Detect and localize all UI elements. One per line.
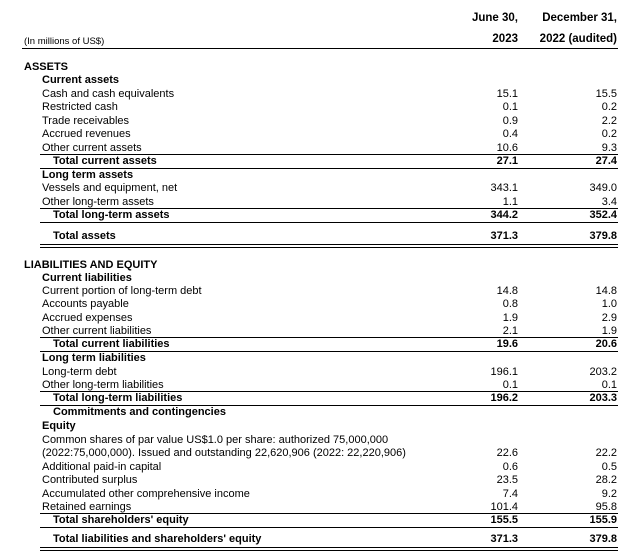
longterm-assets-heading: Long term assets [42, 169, 134, 181]
line-item-label: Other current liabilities [42, 325, 152, 337]
col-2023-header-line2: 2023 [492, 33, 518, 45]
line-item-value-2023: 101.4 [490, 501, 518, 513]
line-item-value-2022: 0.1 [601, 379, 617, 391]
line-item-value-2022: 0.2 [601, 128, 617, 140]
units-label: (In millions of US$) [24, 36, 105, 47]
line-item-value-2022: 203.2 [589, 366, 617, 378]
total-value-2022: 155.9 [589, 514, 617, 526]
line-item-value-2023: 1.1 [502, 196, 518, 208]
total-value-2023: 196.2 [490, 392, 518, 404]
line-item-label: Accrued revenues [42, 128, 131, 140]
col-2022-header-line1: December 31, [542, 12, 617, 24]
col-2023-header-line1: June 30, [471, 12, 518, 24]
total-value-2022: 203.3 [589, 392, 617, 404]
line-item-value-2023: 7.4 [502, 488, 518, 500]
common-shares-label-line2: (2022:75,000,000). Issued and outstanding 22,620,906 (2022: 22,220,906) [42, 447, 406, 459]
grand-total-value-2023: 371.3 [490, 533, 518, 545]
line-item-value-2022: 2.9 [601, 312, 617, 324]
common-shares-label-line1: Common shares of par value US$1.0 per share: authorized 75,000,000 [42, 434, 389, 446]
total-assets-value-2023: 371.3 [490, 230, 518, 242]
liabilities-title: LIABILITIES AND EQUITY [24, 259, 158, 271]
col-2022-header-line2: 2022 (audited) [539, 33, 617, 45]
line-item-label: Other current assets [42, 142, 142, 154]
line-item-value-2022: 349.0 [589, 182, 617, 194]
line-item-label: Vessels and equipment, net [42, 182, 178, 194]
line-item-label: Cash and cash equivalents [42, 88, 175, 100]
line-item-value-2022: 15.5 [595, 88, 617, 100]
common-shares-value-2023: 22.6 [496, 447, 518, 459]
line-item-value-2022: 2.2 [601, 115, 617, 127]
line-item-value-2022: 1.9 [601, 325, 617, 337]
line-item-value-2023: 23.5 [496, 474, 518, 486]
total-value-2022: 352.4 [589, 209, 617, 221]
grand-total-label: Total liabilities and shareholders' equity [53, 533, 262, 545]
line-item-value-2023: 10.6 [496, 142, 518, 154]
line-item-value-2023: 2.1 [502, 325, 518, 337]
line-item-label: Restricted cash [42, 101, 118, 113]
line-item-label: Long-term debt [42, 366, 117, 378]
line-item-value-2022: 28.2 [595, 474, 617, 486]
line-item-label: Retained earnings [42, 501, 132, 513]
total-assets-label: Total assets [53, 230, 116, 242]
current-assets-heading: Current assets [42, 74, 120, 86]
line-item-value-2023: 343.1 [490, 182, 518, 194]
equity-heading: Equity [42, 420, 76, 432]
line-item-value-2023: 0.4 [502, 128, 518, 140]
line-item-value-2023: 0.1 [502, 379, 518, 391]
total-value-2023: 19.6 [496, 338, 518, 350]
commitments-label: Commitments and contingencies [53, 406, 226, 418]
line-item-label: Current portion of long-term debt [42, 285, 202, 297]
line-item-value-2023: 14.8 [496, 285, 518, 297]
line-item-value-2022: 0.5 [601, 461, 617, 473]
common-shares-value-2022: 22.2 [595, 447, 617, 459]
line-item-value-2023: 0.8 [502, 298, 518, 310]
total-value-2022: 27.4 [595, 155, 617, 167]
line-item-label: Accumulated other comprehensive income [42, 488, 250, 500]
line-item-value-2022: 95.8 [595, 501, 617, 513]
line-item-value-2023: 196.1 [490, 366, 518, 378]
row-rule [40, 527, 618, 528]
line-item-value-2022: 1.0 [601, 298, 617, 310]
line-item-label: Additional paid-in capital [42, 461, 162, 473]
total-value-2023: 155.5 [490, 514, 518, 526]
line-item-label: Contributed surplus [42, 474, 138, 486]
line-item-label: Other long-term liabilities [42, 379, 164, 391]
double-rule [40, 547, 618, 551]
line-item-value-2023: 0.1 [502, 101, 518, 113]
header-rule [22, 48, 618, 49]
double-rule [40, 244, 618, 248]
line-item-value-2023: 15.1 [496, 88, 518, 100]
row-rule [40, 222, 618, 223]
line-item-value-2023: 1.9 [502, 312, 518, 324]
total-value-2023: 344.2 [490, 209, 518, 221]
total-assets-value-2022: 379.8 [589, 230, 617, 242]
total-label: Total current liabilities [53, 338, 170, 350]
line-item-label: Other long-term assets [42, 196, 154, 208]
total-value-2023: 27.1 [496, 155, 518, 167]
total-value-2022: 20.6 [595, 338, 617, 350]
total-label: Total long-term liabilities [53, 392, 183, 404]
total-label: Total current assets [53, 155, 157, 167]
total-label: Total long-term assets [53, 209, 170, 221]
line-item-value-2022: 3.4 [601, 196, 617, 208]
line-item-value-2022: 9.3 [601, 142, 617, 154]
line-item-label: Accrued expenses [42, 312, 133, 324]
line-item-value-2022: 9.2 [601, 488, 617, 500]
line-item-value-2023: 0.9 [502, 115, 518, 127]
assets-title: ASSETS [24, 61, 69, 73]
current-liabilities-heading: Current liabilities [42, 272, 132, 284]
grand-total-value-2022: 379.8 [589, 533, 617, 545]
total-label: Total shareholders' equity [53, 514, 189, 526]
line-item-value-2022: 0.2 [601, 101, 617, 113]
line-item-value-2023: 0.6 [502, 461, 518, 473]
line-item-value-2022: 14.8 [595, 285, 617, 297]
line-item-label: Trade receivables [42, 115, 130, 127]
line-item-label: Accounts payable [42, 298, 129, 310]
longterm-liabilities-heading: Long term liabilities [42, 352, 146, 364]
